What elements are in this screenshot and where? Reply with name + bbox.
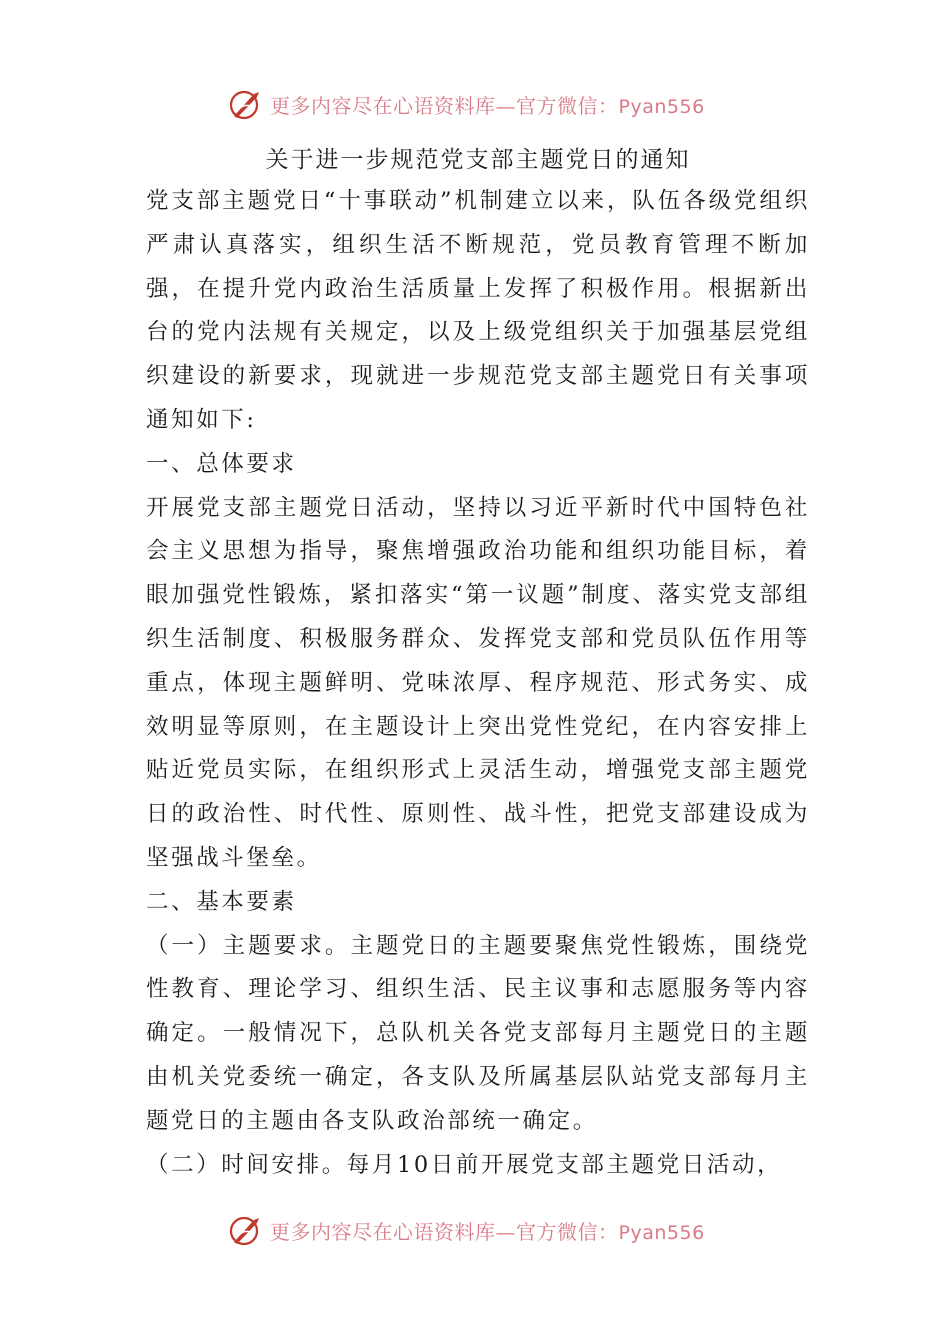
- section-heading-2: 二、基本要素: [146, 888, 297, 915]
- pen-logo-icon: [228, 1212, 264, 1248]
- intro-paragraph: 党支部主题党日“十事联动”机制建立以来，队伍各级党组织严肃认真落实，组织生活不断规范，党员教育管理不断加强，在提升党内政治生活质量上发挥了积极作用。根据新出台的党内法规有关规定，以及上级党组织关于加强基层党组织建设的新要求，现就进一步规范党支部主题党日有关事项通知如下:: [146, 188, 810, 433]
- pen-logo-icon: [228, 86, 264, 122]
- subsection-2-paragraph: （二）时间安排。每月10日前开展党支部主题党日活动，: [146, 1151, 783, 1178]
- watermark-text: 更多内容尽在心语资料库—官方微信：Pyan556: [270, 1219, 705, 1244]
- subsection-1-paragraph: （一）主题要求。主题党日的主题要聚焦党性锻炼，围绕党性教育、理论学习、组织生活、民主议事和志愿服务等内容确定。一般情况下，总队机关各党支部每月主题党日的主题由机关党委统一确定，各支队及所属基层队站党支部每月主题党日的主题由各支队政治部统一确定。: [146, 932, 810, 1134]
- watermark-footer: [228, 1208, 748, 1252]
- watermark-header: [228, 82, 748, 126]
- document-title: 关于进一步规范党支部主题党日的通知: [265, 147, 691, 173]
- document-body: [146, 140, 810, 1187]
- section-heading-1: 一、总体要求: [146, 450, 297, 477]
- section-1-paragraph: 开展党支部主题党日活动，坚持以习近平新时代中国特色社会主义思想为指导，聚焦增强政治功能和组织功能目标，着眼加强党性锻炼，紧扣落实“第一议题”制度、落实党支部组织生活制度、积极服务群众、发挥党支部和党员队伍作用等重点，体现主题鲜明、党味浓厚、程序规范、形式务实、成效明显等原则，在主题设计上突出党性党纪，在内容安排上贴近党员实际，在组织形式上灵活生动，增强党支部主题党日的政治性、时代性、原则性、战斗性，把党支部建设成为坚强战斗堡垒。: [146, 494, 810, 871]
- watermark-text: 更多内容尽在心语资料库—官方微信：Pyan556: [270, 93, 705, 118]
